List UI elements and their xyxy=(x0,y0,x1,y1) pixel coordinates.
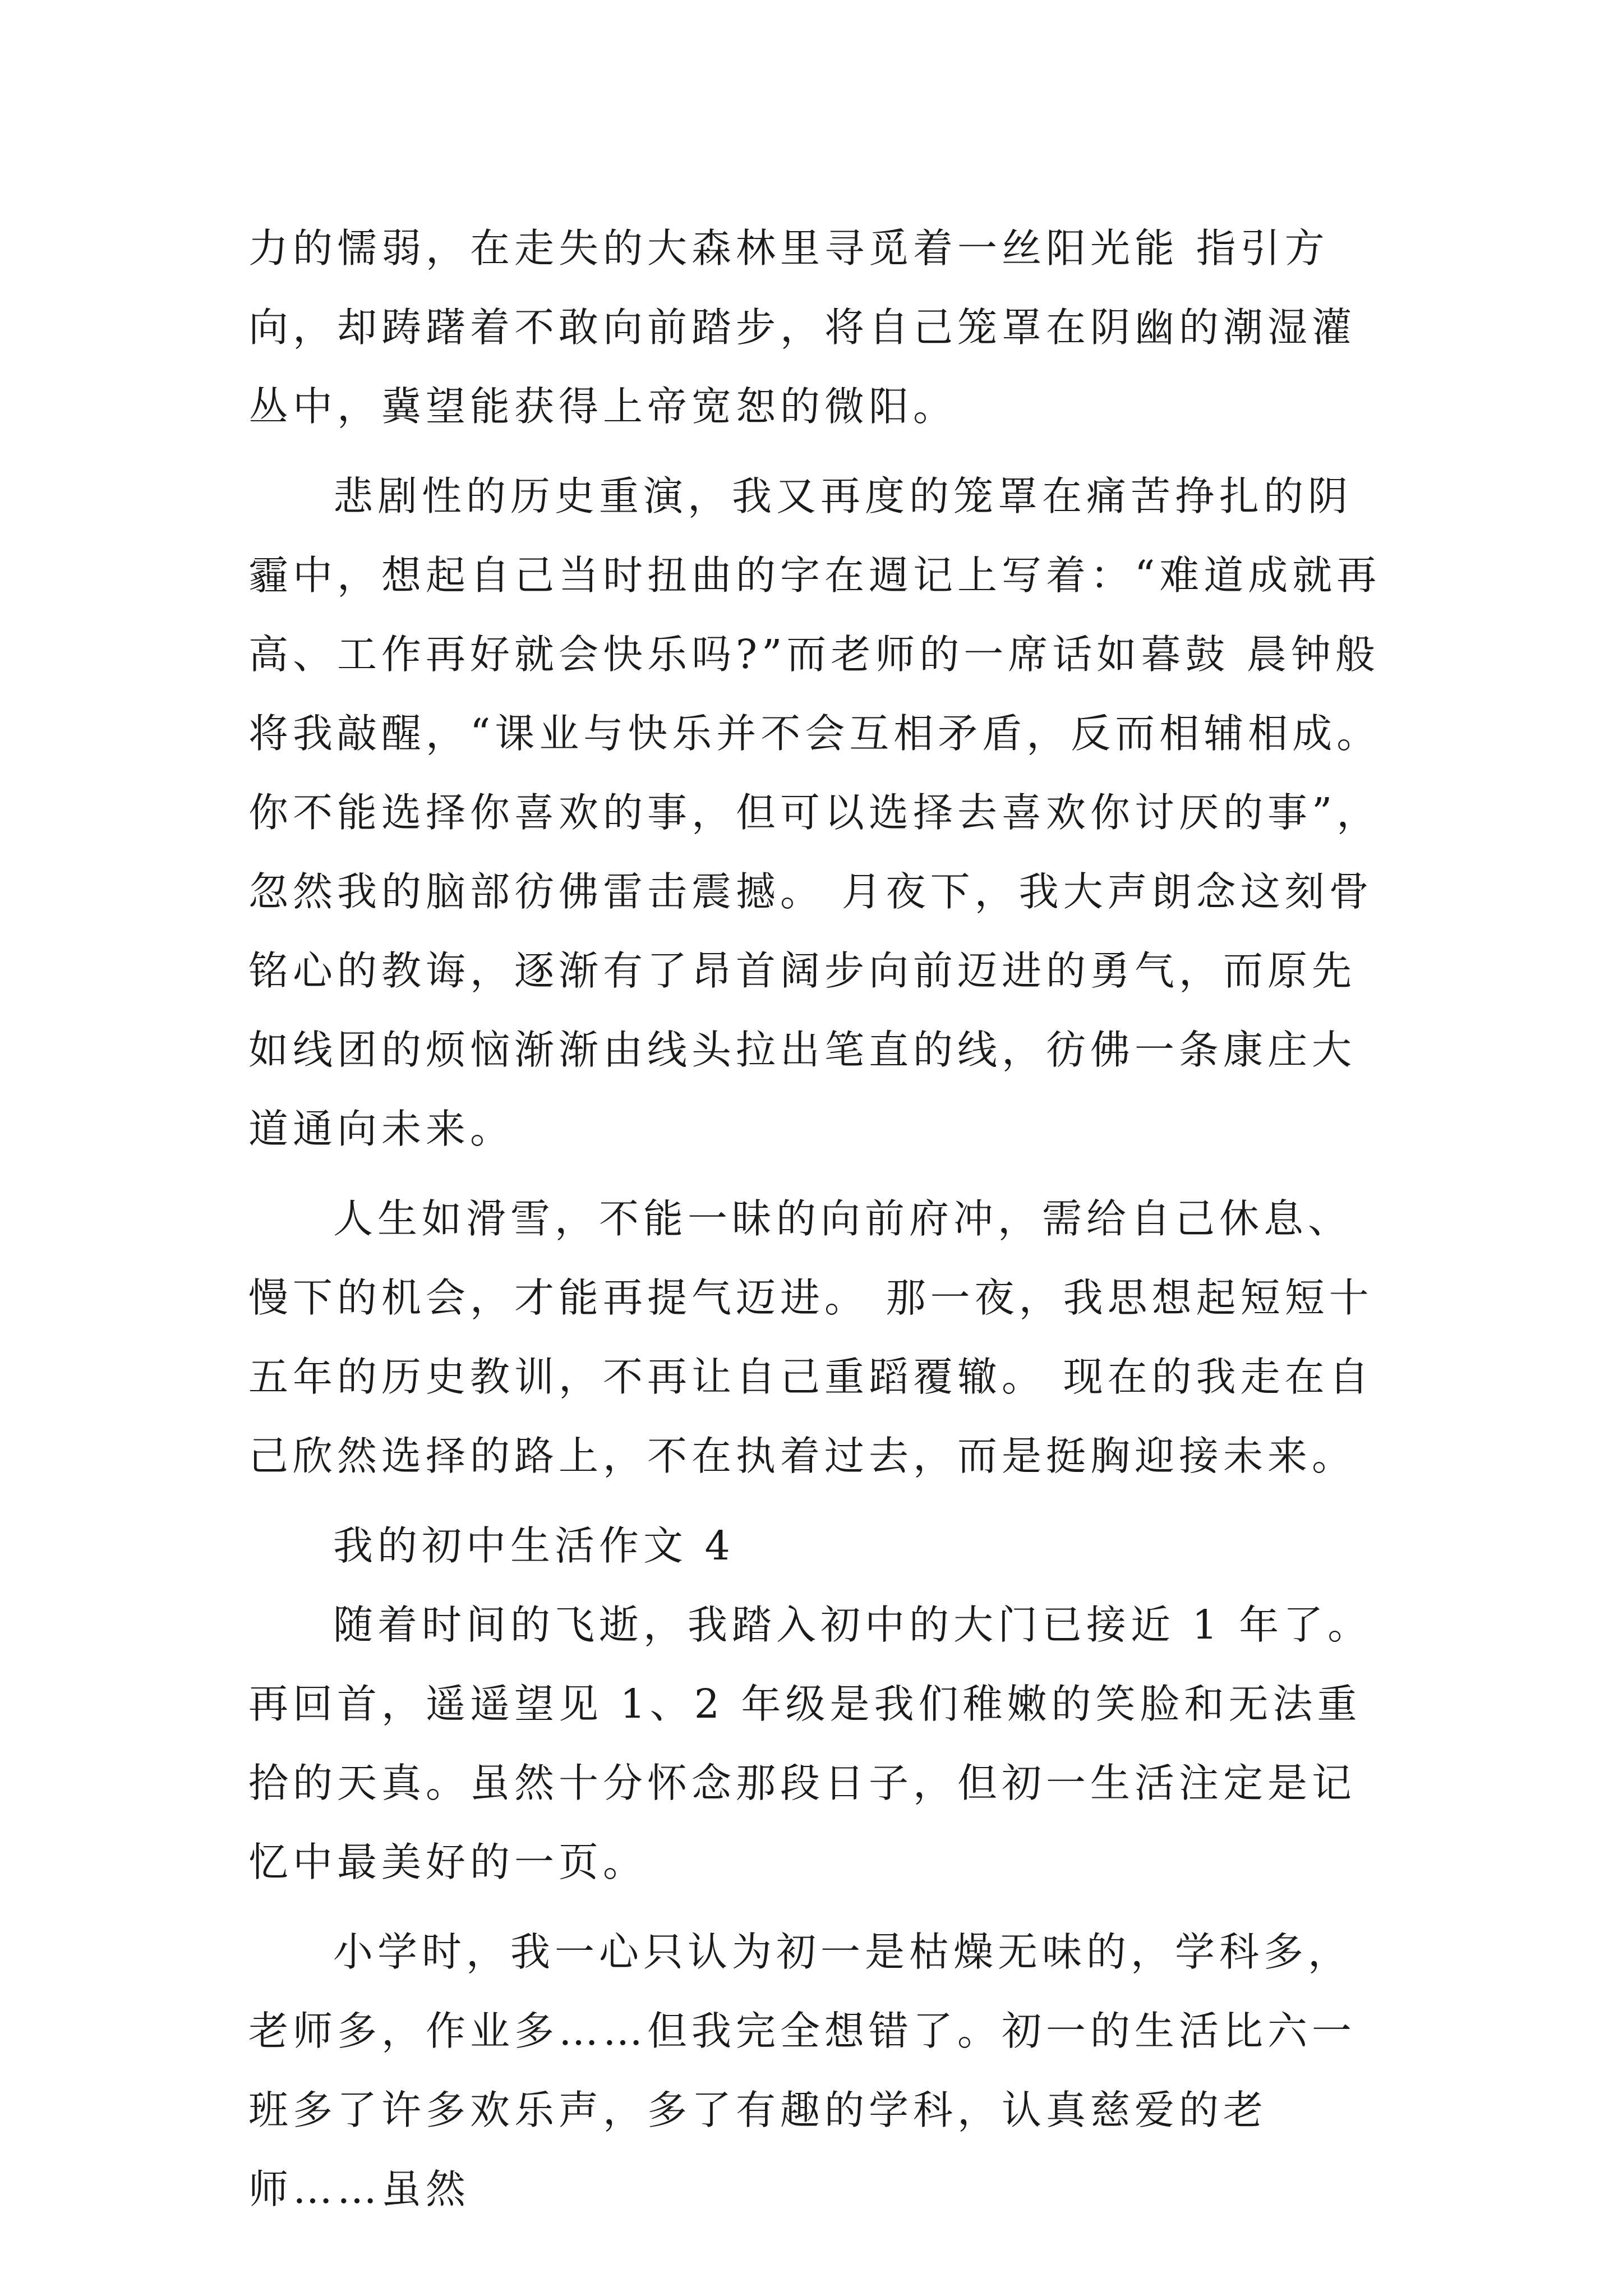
paragraph-spacer xyxy=(248,1168,1393,1179)
paragraph-3: 人生如滑雪，不能一昧的向前府冲，需给自己休息、慢下的机会，才能再提气迈进。 那一夜，我思想起短短十五年的历史教训，不再让自己重蹈覆辙。 现在的我走在自己欣然选择的路上，不在执着过去，而是挺胸迎接未来。 xyxy=(248,1195,1373,1479)
paragraph-spacer xyxy=(248,446,1393,457)
document-body xyxy=(248,209,1393,2229)
paragraph-spacer xyxy=(248,1496,1393,1506)
paragraph-spacer xyxy=(248,1902,1393,1912)
paragraph-5: 随着时间的飞逝，我踏入初中的大门已接近 1 年了。再回首，遥遥望见 1、2 年级是我们稚嫩的笑脸和无法重拾的天真。虽然十分怀念那段日子，但初一生活注定是记忆中最美好的一页。 xyxy=(248,1602,1372,1885)
paragraph-6: 小学时，我一心只认为初一是枯燥无味的，学科多，老师多，作业多……但我完全想错了。初一的生活比六一班多了许多欢乐声，多了有趣的学科，认真慈爱的老师……虽然 xyxy=(248,1929,1357,2212)
section-heading: 我的初中生活作文 4 xyxy=(333,1522,735,1569)
paragraph-2: 悲剧性的历史重演，我又再度的笼罩在痛苦挣扎的阴霾中，想起自己当时扭曲的字在週记上写着：“难道成就再高、工作再好就会快乐吗?”而老师的一席话如暮鼓 晨钟般将我敲醒，“课业与快乐并不会互相矛盾，反而相辅相成。你不能选择你喜欢的事，但可以选择去喜欢你讨厌的事”，忽然我的脑部彷佛雷击震撼。 月夜下，我大声朗念这刻骨铭心的教诲，逐渐有了昂首阔步向前迈进的勇气，而原先如线团的烦恼渐渐由线头拉出笔直的线，彷佛一条康庄大道通向未来。 xyxy=(248,473,1381,1152)
paragraph-1: 力的懦弱，在走失的大森林里寻觅着一丝阳光能 指引方向，却踌躇着不敢向前踏步，将自己笼罩在阴幽的潮湿灌丛中，冀望能获得上帝宽恕的微阳。 xyxy=(248,225,1357,430)
